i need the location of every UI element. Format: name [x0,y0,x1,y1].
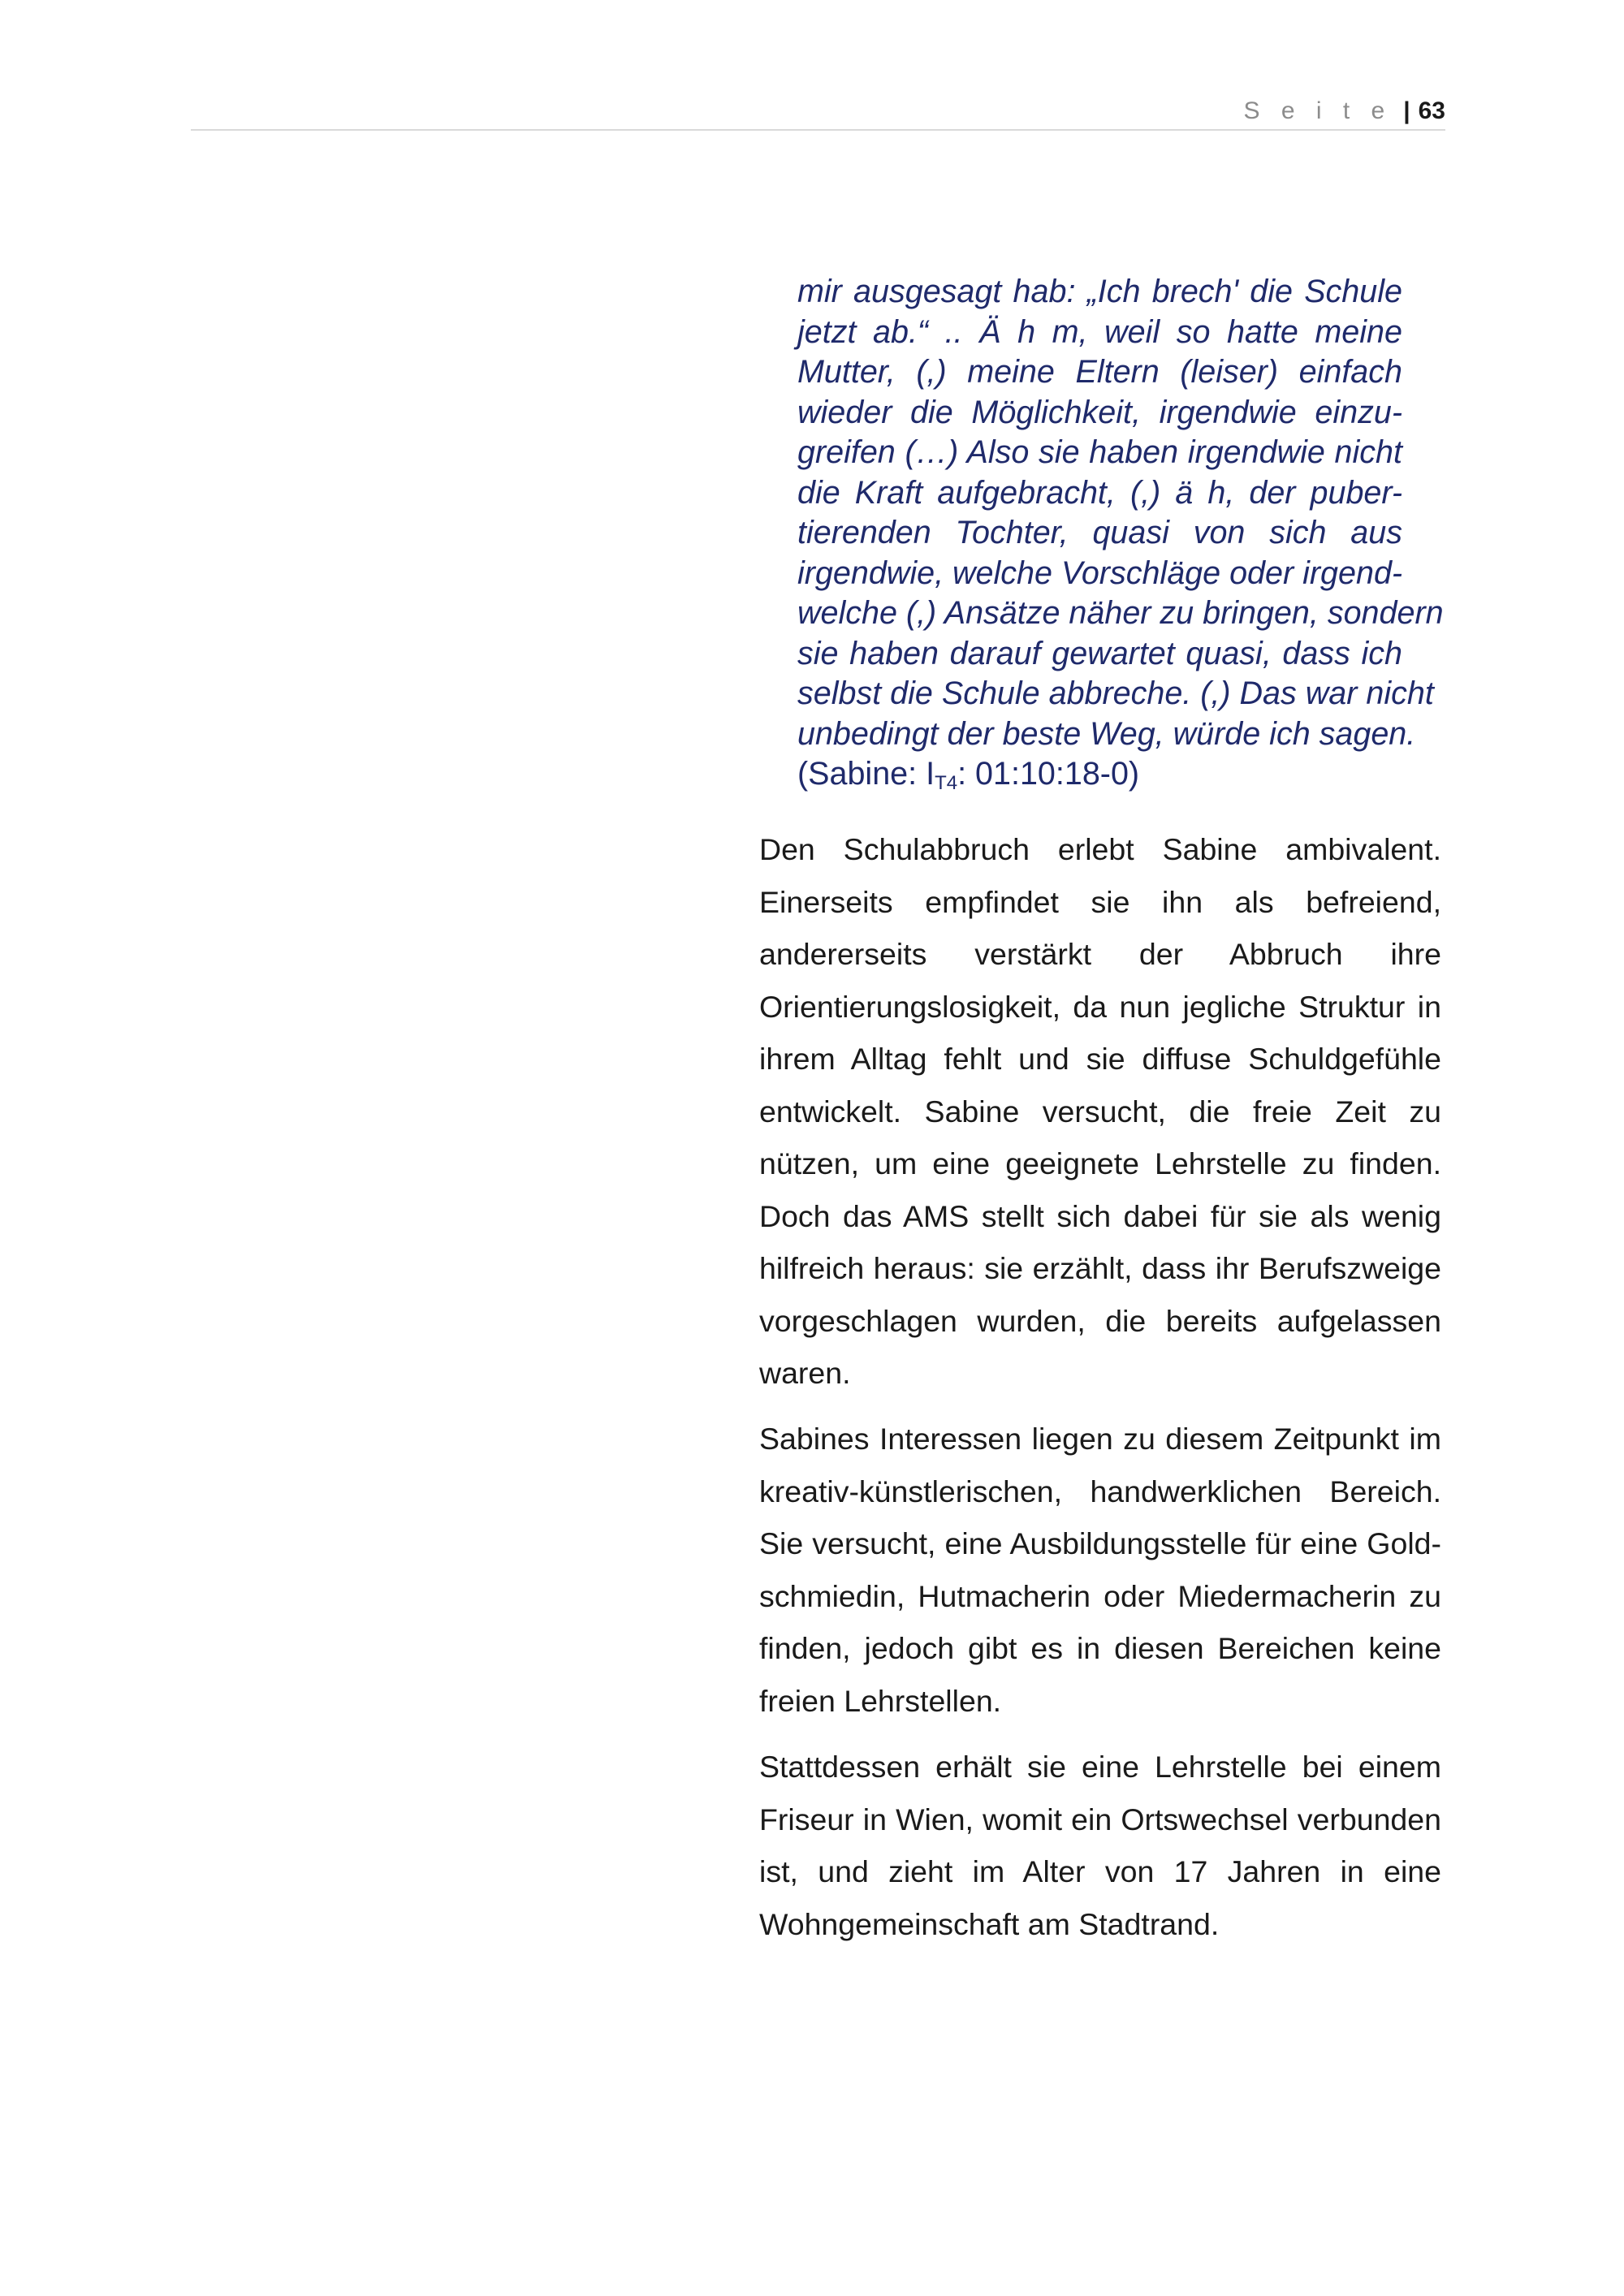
quote-line: unbedingt der beste Weg, würde ich sagen. [797,715,1416,752]
paragraph-line: finden, jedoch gibt es in diesen Bereichen keine [759,1631,1441,1665]
page-separator: | [1403,97,1410,124]
paragraph-line: andererseits verstärkt der Abbruch ihre [759,937,1441,971]
quote-line: irgendwie, welche Vorschläge oder irgend- [797,555,1403,591]
paragraph-line: Friseur in Wien, womit ein Ortswechsel verbunden [759,1802,1441,1836]
paragraph-line: freien Lehrstellen. [759,1683,1002,1718]
quote-line: greifen (…) Also sie haben irgendwie nicht [797,434,1402,470]
quote-line: jetzt ab.“ .. Ä h m, weil so hatte meine [797,313,1402,350]
quote-line: tierenden Tochter, quasi von sich aus [797,515,1402,550]
quote-source-prefix: (Sabine: I [797,756,935,792]
paragraph-line: Sabines Interessen liegen zu diesem Zeitpunkt im [759,1422,1441,1456]
paragraph-line: Den Schulabbruch erlebt Sabine ambivalent. [759,832,1441,866]
quote-source-subscript: T4 [935,772,958,794]
page-label: S e i t e [1243,97,1393,124]
page-number-block [1244,98,1446,124]
paragraph-line: Stattdessen erhält sie eine Lehrstelle bei einem [759,1750,1441,1784]
quote-line: Mutter, (,) meine Eltern (leiser) einfach [797,354,1402,390]
quote-line: selbst die Schule abbreche. (,) Das war nicht [797,675,1434,711]
paragraph-line: waren. [759,1356,851,1390]
quote-line: sie haben darauf gewartet quasi, dass ich [797,635,1402,671]
paragraph-line: kreativ-künstlerischen, handwerklichen Bereich. [759,1474,1441,1508]
paragraph-2 [759,1413,1441,1727]
paragraph-1 [759,823,1441,1400]
paragraph-line: entwickelt. Sabine versucht, die freie Zeit zu [759,1094,1441,1129]
paragraph-line: Einerseits empfindet sie ihn als befreiend, [759,884,1441,919]
paragraph-line: ist, und zieht im Alter von 17 Jahren in eine [759,1854,1441,1888]
quote-line: wieder die Möglichkeit, irgendwie einzu- [797,394,1402,430]
page-header [191,93,1445,131]
interview-quote [797,272,1444,795]
paragraph-line: Doch das AMS stellt sich dabei für sie als wenig [759,1198,1441,1233]
paragraph-line: Orientierungslosigkeit, da nun jegliche Struktur in [759,989,1441,1024]
paragraph-3 [759,1741,1441,1950]
paragraph-line: Wohngemeinschaft am Stadtrand. [759,1906,1220,1941]
quote-line: die Kraft aufgebracht, (,) ä h, der puber- [797,474,1402,511]
quote-source-suffix: : 01:10:18-0) [957,756,1140,792]
page-number: 63 [1418,97,1445,124]
paragraph-line: nützen, um eine geeignete Lehrstelle zu finden. [759,1146,1441,1180]
paragraph-line: hilfreich heraus: sie erzählt, dass ihr Berufszweige [759,1251,1441,1285]
paragraph-line: schmiedin, Hutmacherin oder Miedermacherin zu [759,1578,1441,1613]
paragraph-line: Sie versucht, eine Ausbildungsstelle für eine Gold- [759,1526,1441,1560]
quote-source [797,754,1402,795]
quote-line: welche (,) Ansätze näher zu bringen, sondern [797,595,1444,631]
quote-line: mir ausgesagt hab: „Ich brech' die Schule [797,274,1402,309]
paragraph-line: ihrem Alltag fehlt und sie diffuse Schuldgefühle [759,1042,1441,1076]
paragraph-line: vorgeschlagen wurden, die bereits aufgelassen [759,1303,1441,1338]
